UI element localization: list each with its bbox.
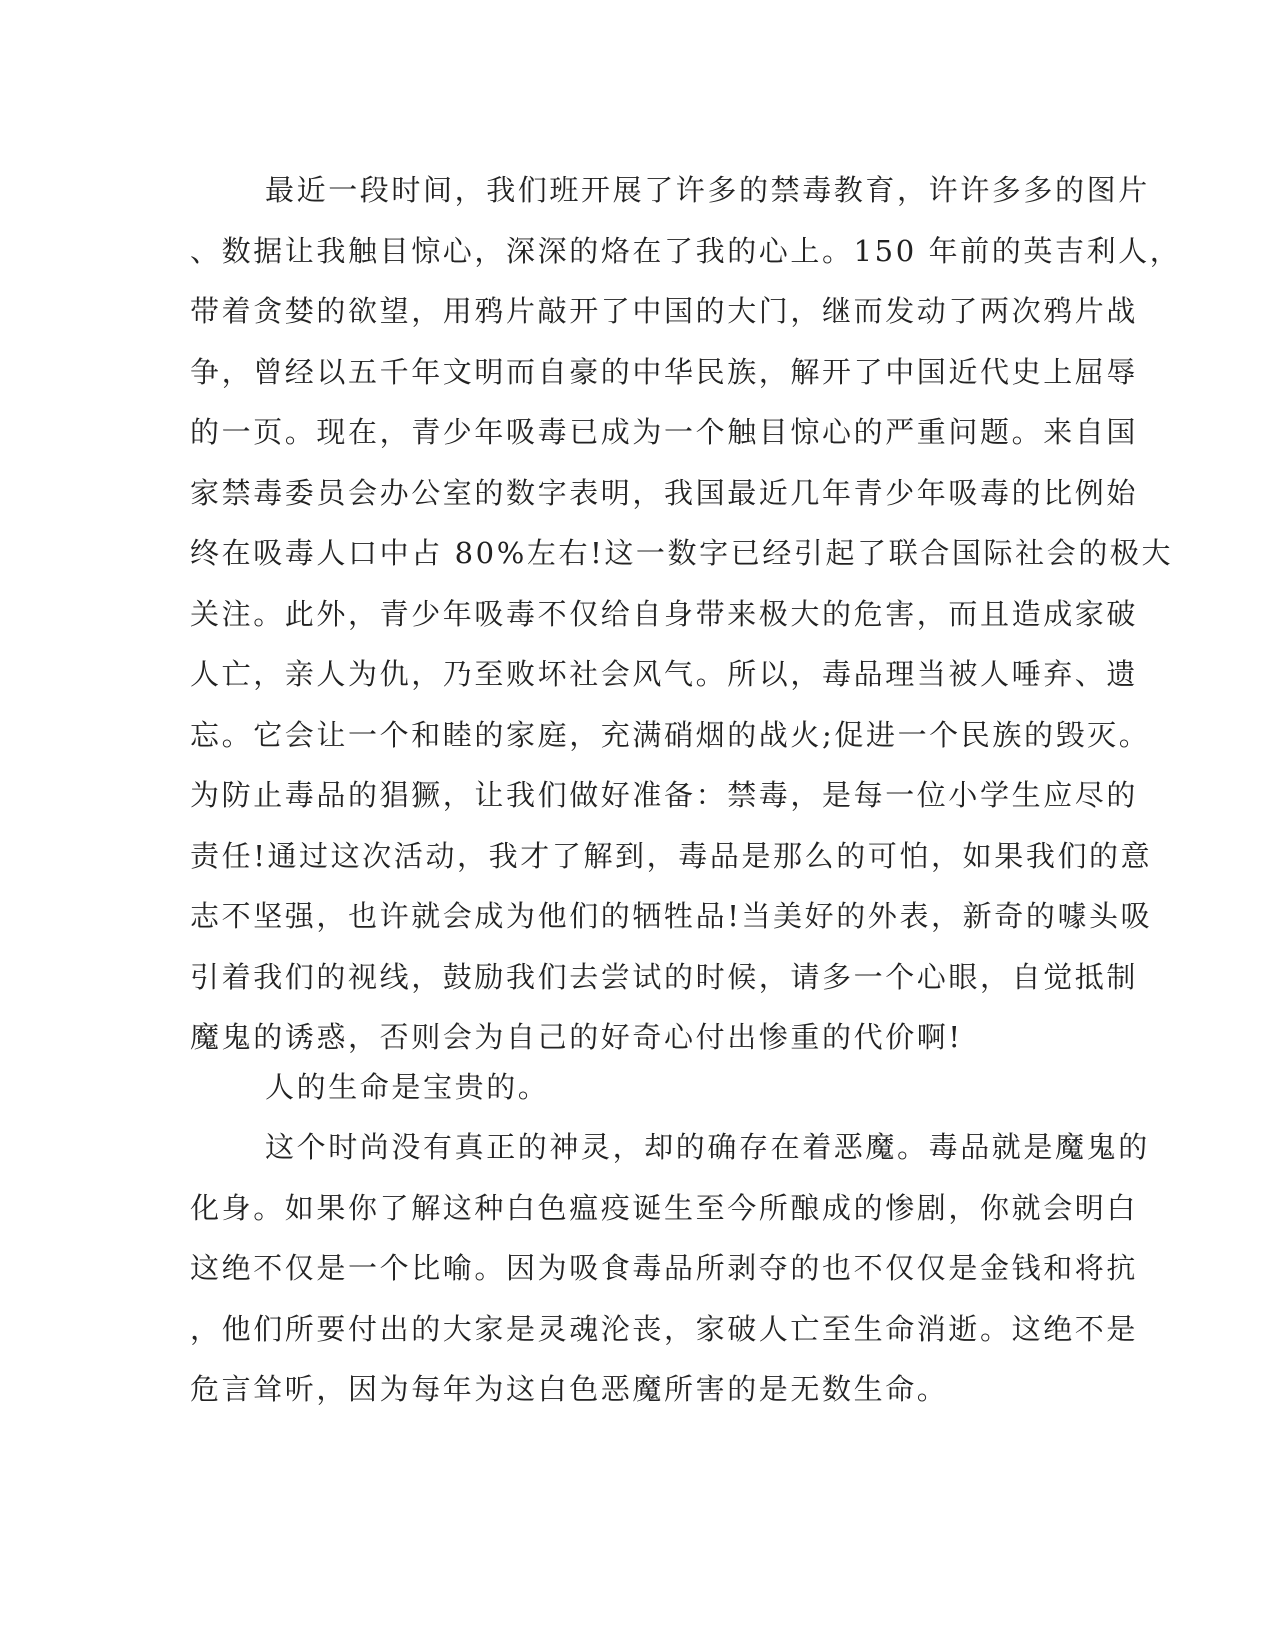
paragraph-line: 志不坚强，也许就会成为他们的牺牲品!当美好的外表，新奇的噱头吸 bbox=[190, 899, 1153, 933]
paragraph-line: 人的生命是宝贵的。 bbox=[265, 1070, 550, 1104]
paragraph-line: 责任!通过这次活动，我才了解到，毒品是那么的可怕，如果我们的意 bbox=[190, 838, 1153, 873]
paragraph-line: 这个时尚没有真正的神灵，却的确存在着恶魔。毒品就是魔鬼的 bbox=[265, 1130, 1150, 1164]
paragraph-line: 这绝不仅是一个比喻。因为吸食毒品所剥夺的也不仅仅是金钱和将抗 bbox=[190, 1251, 1139, 1285]
paragraph-line: 带着贪婪的欲望，用鸦片敲开了中国的大门，继而发动了两次鸦片战 bbox=[190, 294, 1139, 328]
paragraph-line: 引着我们的视线，鼓励我们去尝试的时候，请多一个心眼，自觉抵制 bbox=[190, 959, 1139, 994]
paragraph-line: 的一页。现在，青少年吸毒已成为一个触目惊心的严重问题。来自国 bbox=[190, 415, 1139, 449]
paragraph-line: 危言耸听，因为每年为这白色恶魔所害的是无数生命。 bbox=[190, 1372, 949, 1406]
paragraph-line: 人亡，亲人为仇，乃至败坏社会风气。所以，毒品理当被人唾弃、遗 bbox=[190, 657, 1139, 691]
paragraph-2 bbox=[190, 1057, 1070, 1118]
paragraph-line: 、数据让我触目惊心，深深的烙在了我的心上。150 年前的英吉利人， bbox=[190, 233, 1182, 268]
paragraph-line: 最近一段时间，我们班开展了许多的禁毒教育，许许多多的图片 bbox=[265, 173, 1150, 207]
paragraph-line: 争，曾经以五千年文明而自豪的中华民族，解开了中国近代史上屈辱 bbox=[190, 354, 1139, 389]
paragraph-3 bbox=[190, 1117, 1150, 1420]
paragraph-line: 魔鬼的诱惑，否则会为自己的好奇心付出惨重的代价啊! bbox=[190, 1020, 963, 1054]
paragraph-line: 关注。此外，青少年吸毒不仅给自身带来极大的危害，而且造成家破 bbox=[190, 596, 1139, 631]
paragraph-line: 家禁毒委员会办公室的数字表明，我国最近几年青少年吸毒的比例始 bbox=[190, 475, 1139, 510]
paragraph-line: ，他们所要付出的大家是灵魂沦丧，家破人亡至生命消逝。这绝不是 bbox=[190, 1311, 1139, 1346]
paragraph-1 bbox=[190, 160, 1182, 1068]
paragraph-line: 为防止毒品的猖獗，让我们做好准备：禁毒，是每一位小学生应尽的 bbox=[190, 778, 1139, 812]
paragraph-line: 化身。如果你了解这种白色瘟疫诞生至今所酿成的惨剧，你就会明白 bbox=[190, 1190, 1139, 1225]
paragraph-line: 终在吸毒人口中占 80%左右!这一数字已经引起了联合国际社会的极大 bbox=[190, 536, 1174, 570]
paragraph-line: 忘。它会让一个和睦的家庭，充满硝烟的战火;促进一个民族的毁灭。 bbox=[190, 717, 1151, 752]
